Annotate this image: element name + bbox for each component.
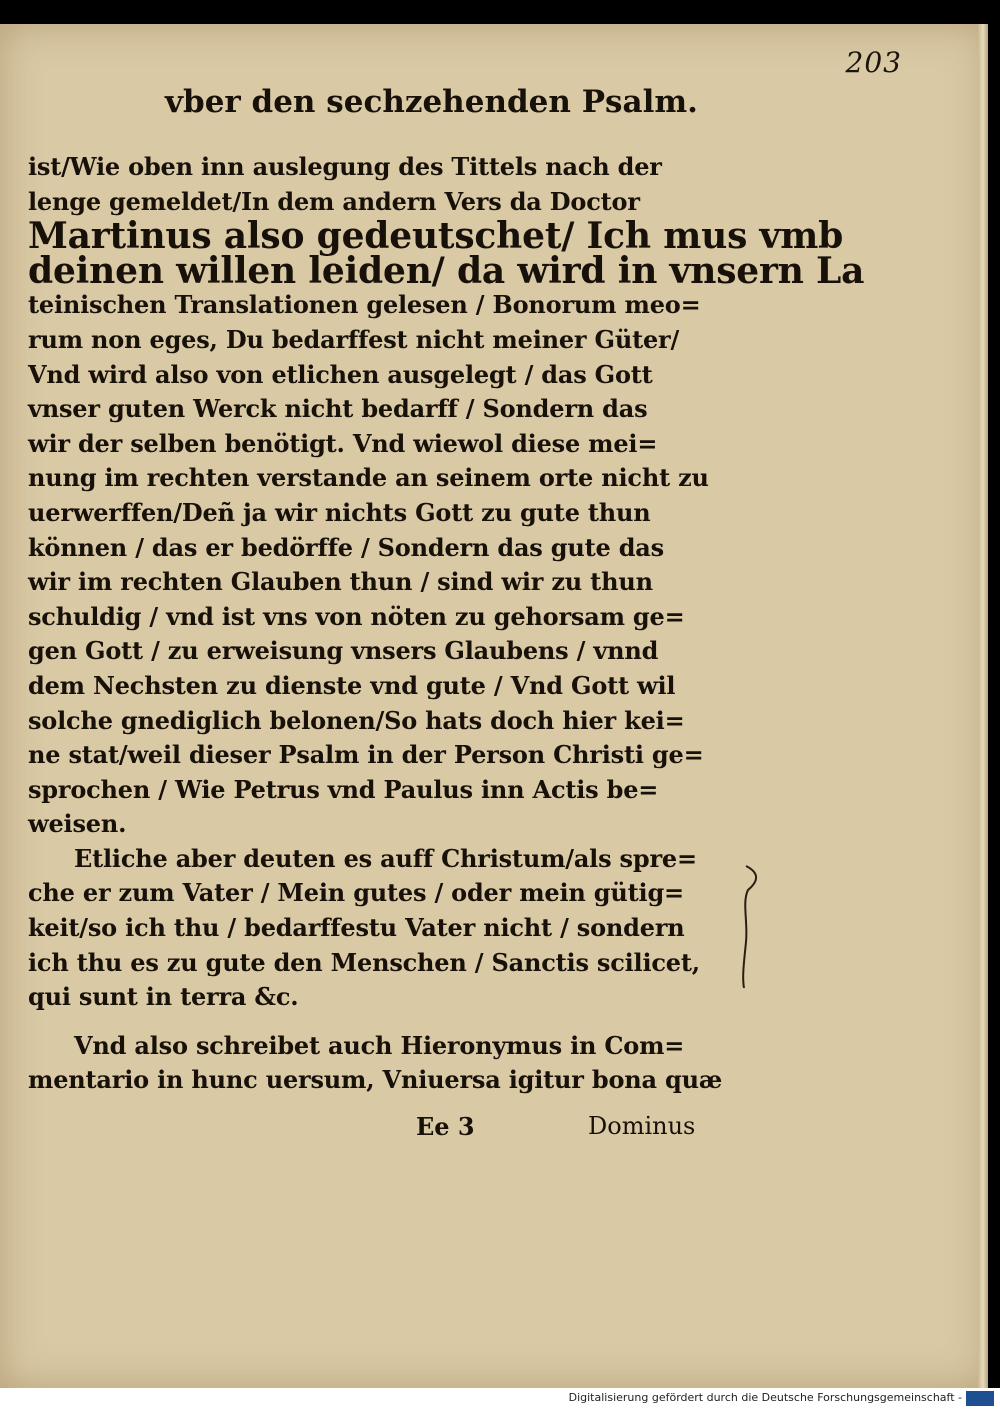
body-text — [28, 150, 865, 1098]
text-line: qui sunt in terra &c. — [28, 982, 299, 1012]
text-line: wir der selben benötigt. Vnd wiewol diese mei= — [28, 428, 658, 458]
text-line: lenge gemeldet/In dem andern Vers da Doctor — [28, 186, 640, 216]
text-line: ich thu es zu gute den Menschen / Sanctis scilicet, — [28, 947, 700, 977]
text-line: Vnd also schreibet auch Hieronymus in Com= — [74, 1030, 685, 1060]
text-line: ist/Wie oben inn auslegung des Tittels nach der — [28, 152, 662, 181]
text-line: teinischen Translationen gelesen / Bonorum meo= — [28, 290, 701, 320]
text-line: deinen willen leiden/ da wird in vnsern La — [28, 249, 865, 292]
signature-mark: Ee 3 — [416, 1112, 475, 1141]
text-line: keit/so ich thu / bedarffestu Vater nicht / sondern — [28, 913, 685, 943]
text-line: nung im rechten verstande an seinem orte nicht zu — [28, 463, 709, 493]
text-line: gen Gott / zu erweisung vnsers Glaubens / vnnd — [28, 636, 659, 666]
text-line: mentario in hunc uersum, Vniuersa igitur bona quæ — [28, 1065, 723, 1095]
book-page — [0, 24, 988, 1388]
text-line: ne stat/weil dieser Psalm in der Person Christi ge= — [28, 740, 704, 770]
text-line: vnser guten Werck nicht bedarff / Sondern das — [28, 394, 648, 424]
text-line: che er zum Vater / Mein gutes / oder mein gütig= — [28, 878, 684, 908]
text-line: Vnd wird also von etlichen ausgelegt / das Gott — [28, 359, 653, 389]
marginal-bracket-mark — [738, 862, 768, 992]
catchword: Dominus — [588, 1112, 696, 1140]
running-head: vber den sechzehenden Psalm. — [165, 84, 698, 120]
text-line: Etliche aber deuten es auff Christum/als spre= — [74, 843, 697, 873]
text-line: wir im rechten Glauben thun / sind wir zu thun — [28, 567, 653, 597]
folio-number: 203 — [845, 46, 902, 79]
footer-bar — [0, 1388, 1000, 1411]
text-line: schuldig / vnd ist vns von nöten zu gehorsam ge= — [28, 601, 685, 631]
dfg-logo — [966, 1391, 994, 1406]
funding-note: Digitalisierung gefördert durch die Deutsche Forschungsgemeinschaft - — [568, 1391, 962, 1404]
text-line: Martinus also gedeutschet/ Ich mus vmb — [28, 215, 844, 258]
text-line: solche gnediglich belonen/So hats doch hier kei= — [28, 705, 685, 735]
text-line: weisen. — [28, 809, 127, 839]
page-edge — [978, 24, 988, 1388]
text-line: sprochen / Wie Petrus vnd Paulus inn Actis be= — [28, 774, 659, 804]
text-line: dem Nechsten zu dienste vnd gute / Vnd Gott wil — [28, 670, 676, 700]
text-line: können / das er bedörffe / Sondern das gute das — [28, 532, 664, 562]
text-line: rum non eges, Du bedarffest nicht meiner Güter/ — [28, 324, 680, 354]
text-line: uerwerffen/Deñ ja wir nichts Gott zu gute thun — [28, 497, 651, 527]
